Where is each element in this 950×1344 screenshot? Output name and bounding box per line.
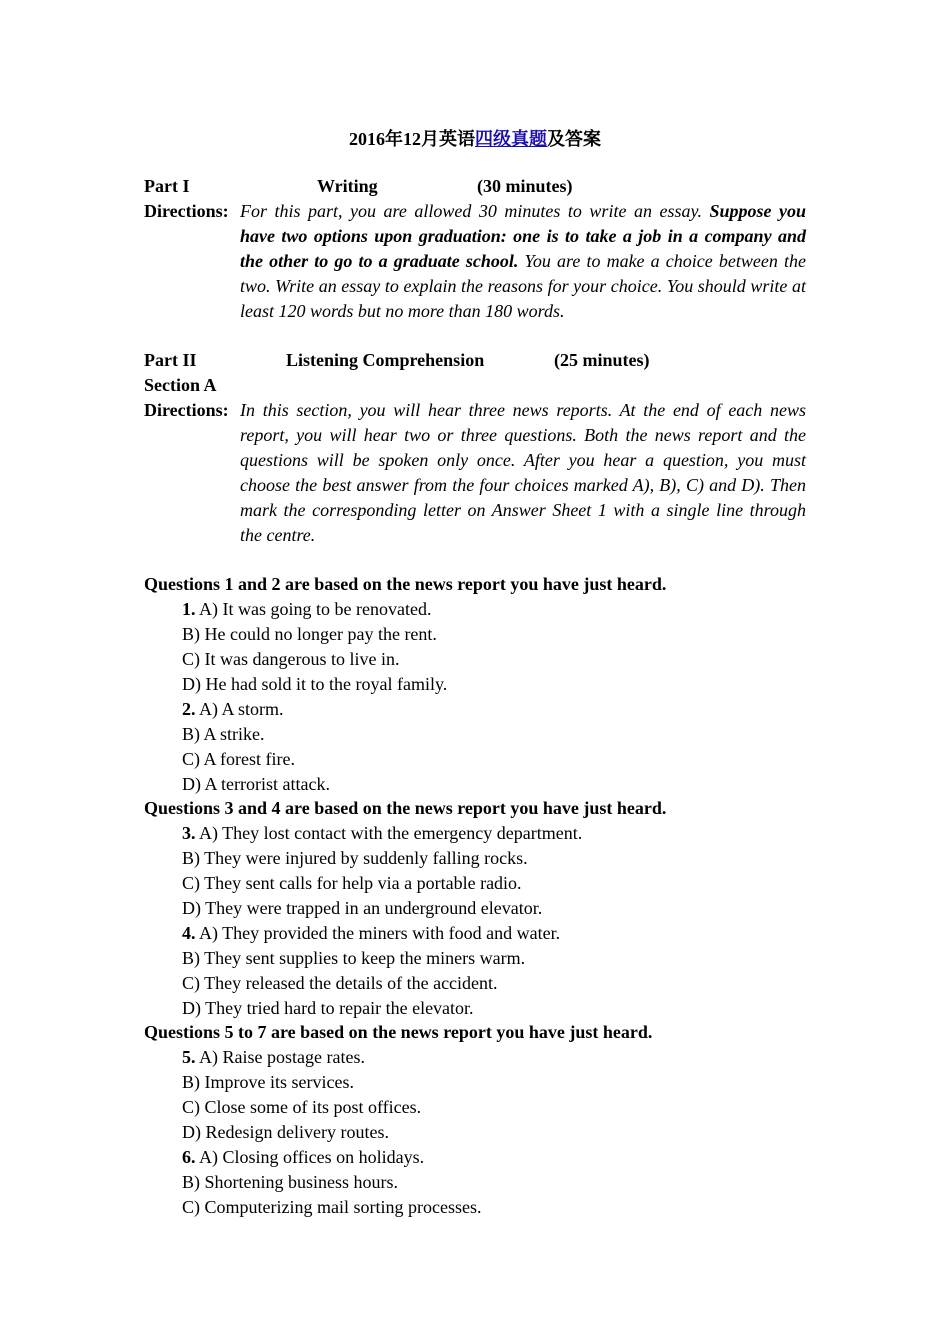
page-title — [0, 125, 950, 151]
question-4-option-b: B) They sent supplies to keep the miners warm. — [182, 948, 526, 968]
option-text: A) It was going to be renovated. — [199, 599, 432, 619]
part1-directions-a: For this part, you are allowed 30 minutes to write an essay. — [240, 201, 710, 221]
question-3-option-a — [182, 821, 582, 846]
part2-directions-label: Directions: — [144, 400, 229, 420]
option-text: A) They lost contact with the emergency department. — [199, 823, 583, 843]
question-6-option-b: B) Shortening business hours. — [182, 1172, 398, 1192]
option-text: A) Closing offices on holidays. — [199, 1147, 425, 1167]
group-heading: Questions 1 and 2 are based on the news report you have just heard. — [144, 574, 667, 594]
question-6-option-a — [182, 1145, 424, 1170]
part2-label: Part II — [144, 350, 197, 370]
option-text: A) A storm. — [199, 699, 284, 719]
question-3-option-c: C) They sent calls for help via a portable radio. — [182, 873, 522, 893]
question-5-option-d: D) Redesign delivery routes. — [182, 1122, 389, 1142]
part1-label: Part I — [144, 176, 190, 196]
part2-directions-text: In this section, you will hear three news reports. At the end of each news report, you will hear two or three questions. Both the news report and the questions will be spoken only once. After you hear a question, you must choose the best answer from the four choices marked A), B), C) and D). Then mark the corresponding letter on Answer Sheet 1 with a single line through the centre. — [240, 400, 806, 545]
question-4-option-c: C) They released the details of the accident. — [182, 973, 498, 993]
group-heading: Questions 5 to 7 are based on the news report you have just heard. — [144, 1022, 653, 1042]
question-2-option-d: D) A terrorist attack. — [182, 774, 330, 794]
section-a-heading: Section A — [144, 375, 217, 395]
question-number: 2. — [182, 699, 196, 719]
question-number: 4. — [182, 923, 196, 943]
part1-directions-bold: Suppose you have two options upon graduation: one is to take a job in a company and the other to go to a graduate school. — [240, 201, 806, 271]
question-2-option-c: C) A forest fire. — [182, 749, 295, 769]
question-3-option-b: B) They were injured by suddenly falling rocks. — [182, 848, 528, 868]
title-suffix: 及答案 — [547, 129, 601, 149]
question-number: 6. — [182, 1147, 196, 1167]
option-text: A) Raise postage rates. — [199, 1047, 365, 1067]
question-1-option-d: D) He had sold it to the royal family. — [182, 674, 448, 694]
question-2-option-b: B) A strike. — [182, 724, 265, 744]
part1-heading — [144, 174, 189, 199]
question-5-option-c: C) Close some of its post offices. — [182, 1097, 422, 1117]
title-prefix: 2016年12月英语 — [349, 129, 475, 149]
question-number: 3. — [182, 823, 196, 843]
title-link[interactable]: 四级真题 — [475, 129, 547, 149]
question-4-option-d: D) They tried hard to repair the elevator. — [182, 998, 474, 1018]
part1-directions-text — [240, 199, 806, 324]
group-heading: Questions 3 and 4 are based on the news report you have just heard. — [144, 798, 667, 818]
question-1-option-a — [182, 597, 431, 622]
part1-time: (30 minutes) — [477, 176, 573, 196]
question-5-option-a — [182, 1045, 365, 1070]
part1-directions-b: You are to make a choice between the two. Write an essay to explain the reasons for your choice. You should write at least 120 words but no more than 180 words. — [240, 251, 806, 321]
question-3-option-d: D) They were trapped in an underground elevator. — [182, 898, 543, 918]
part1-directions-label: Directions: — [144, 201, 229, 221]
question-2-option-a — [182, 697, 284, 722]
question-6-option-c: C) Computerizing mail sorting processes. — [182, 1197, 482, 1217]
option-text: A) They provided the miners with food and water. — [199, 923, 561, 943]
part1-name: Writing — [317, 176, 378, 196]
part2-name: Listening Comprehension — [286, 350, 485, 370]
question-4-option-a — [182, 921, 560, 946]
part2-time: (25 minutes) — [554, 350, 650, 370]
question-1-option-c: C) It was dangerous to live in. — [182, 649, 400, 669]
question-number: 5. — [182, 1047, 196, 1067]
question-1-option-b: B) He could no longer pay the rent. — [182, 624, 437, 644]
question-5-option-b: B) Improve its services. — [182, 1072, 354, 1092]
question-number: 1. — [182, 599, 196, 619]
